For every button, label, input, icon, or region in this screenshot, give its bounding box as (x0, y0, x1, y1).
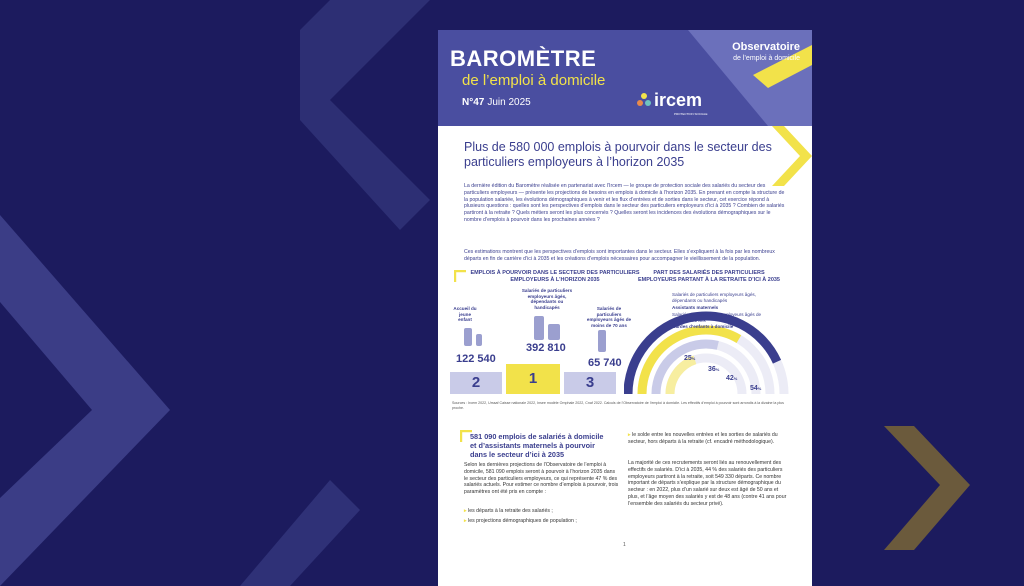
document-page (438, 30, 812, 586)
header-band (438, 30, 812, 126)
percent-ages (750, 385, 761, 392)
percent-assistants-value: 42 (726, 375, 734, 382)
left-chart-title: EMPLOIS À POURVOIR DANS LE SECTEUR DES PARTICULIERS EMPLOYEURS À L’HORIZON 2035 (470, 270, 640, 283)
section-title: 581 090 emplois de salariés à domicile et d’assistants maternels à pourvoir dans le secteur d’ici à 2035 (470, 432, 604, 459)
percent-moins70 (708, 366, 719, 373)
issue-info (462, 97, 531, 108)
intro-paragraph-2: Ces estimations montrent que les perspectives d’emplois sont importantes dans le secteur. Elles s’expliquent à la fois par les nombreux départs en fin de carrière d’ici à 2035 et les créations d’emplois nécessaires pour accompagner le vieillissement de la population. (464, 249, 775, 262)
legend-label-1: Salariés de particuliers employeurs âgés, dépendants ou handicapés (672, 292, 757, 303)
percent-gardes-unit: % (691, 356, 696, 361)
left-chart-label-2: Salariés de particuliers employeurs âgés, dépendants ou handicapés (521, 288, 573, 310)
bullet-item-1: ▸ les départs à la retraite des salariés ; (464, 508, 553, 514)
percent-ages-value: 54 (750, 385, 758, 392)
percent-gardes (684, 355, 695, 362)
percent-ages-unit: % (757, 386, 762, 391)
ircem-icon (636, 92, 652, 108)
corner-mark-left (454, 270, 466, 282)
bullet-item-3-text: le solde entre les nouvelles entrées et les sorties de salariés du secteur, hors départs à la retraite (cf. encadré méthodologique). (628, 432, 778, 445)
left-chart-value-3: 65 740 (588, 357, 622, 369)
issue-date: Juin 2025 (487, 97, 531, 108)
illustration-wheelchair-icon (548, 324, 560, 340)
lower-right-paragraph: La majorité de ces recrutements seront liés au renouvellement des effectifs de salariés. D’ici à 2035, 44 % des salariés des particuliers employeurs partiront à la retraite, soit 549 330 départs. Ce nombre important de départs s’explique par la structure démographique du secteur : en 2022, plus d’un salarié sur deux est âgé de 50 ans et plus, et l’âge moyen des salariés y est de 48 ans (contre 41 ans pour l’ensemble des salariés du secteur privé). (628, 460, 787, 507)
left-chart-value-2: 392 810 (526, 342, 566, 354)
bullet-item-1-text: les départs à la retraite des salariés ; (468, 508, 553, 514)
legend-label-2: Assistants maternels (672, 305, 719, 310)
brand-title: BAROMÈTRE (450, 46, 597, 71)
bullet-item-2-text: les projections démographiques de population ; (468, 518, 577, 524)
brand-subtitle: de l’emploi à domicile (462, 72, 606, 89)
intro-paragraph-1: La dernière édition du Baromètre réalisée en partenariat avec l’Ircem — le groupe de protection sociale des salariés du secteur des particuliers employeurs — présente les projections de besoins en emplois à domicile à l’horizon 2035. En prenant en compte la structure de la population salariée, les évolutions démographiques à venir et les flux d’entrées et de sorties dans le secteur, cet exercice répond à plusieurs questions : quelles sont les perspectives d’emplois dans le secteur des particuliers employeurs d’ici à 2035 ? Combien de salariés partiront à la retraite ? Quels métiers seront les plus concernés ? Quelles seront les incidences des évolutions démographiques sur le nombre d’emplois à pourvoir dans les prochaines années ? (464, 183, 785, 223)
lower-left-paragraph: Selon les dernières projections de l’Observatoire de l’emploi à domicile, 581 090 emplois seront à pourvoir à l’horizon 2035 dans le secteur des particuliers employeurs, ce qui représente 47 % des salariés actuels. Pour estimer ce nombre d’emplois à pourvoir, trois paramètres ont été pris en compte : (464, 462, 619, 496)
illustration-elder-icon (534, 316, 544, 340)
left-chart-label-1: Accueil du jeune enfant (453, 306, 477, 323)
issue-number: N°47 (462, 97, 485, 108)
page-title: Plus de 580 000 emplois à pourvoir dans le secteur des particuliers employeurs à l’horizon 2035 (464, 140, 772, 169)
observatoire-logo: Observatoire (732, 41, 800, 53)
left-chart-rank-2: 2 (450, 372, 502, 394)
left-chart-value-1: 122 540 (456, 353, 496, 365)
legend-label-3: Salariés de particuliers employeurs âgés de moins de 70 ans (672, 312, 762, 323)
percent-gardes-value: 25 (684, 355, 692, 362)
percent-moins70-value: 36 (708, 366, 716, 373)
observatoire-subtitle: de l’emploi à domicile (733, 55, 800, 62)
arc-gardes-enfants (670, 360, 695, 394)
percent-assistants-unit: % (733, 376, 738, 381)
illustration-child-icon (464, 328, 472, 346)
illustration-child-icon-2 (476, 334, 482, 346)
page-number: 1 (623, 542, 626, 548)
left-chart-rank-3: 3 (564, 372, 616, 394)
percent-assistants (726, 375, 737, 382)
right-chart-title: PART DES SALARIÉS DES PARTICULIERS EMPLOYEURS PARTANT À LA RETRAITE D’ICI À 2035 (638, 270, 780, 283)
bullet-item-2: ▸ les projections démographiques de population ; (464, 518, 577, 524)
bullet-item-3: ▸ le solde entre les nouvelles entrées et les sorties de salariés du secteur, hors départs à la retraite (cf. encadré méthodologique). (628, 432, 778, 445)
left-chart-label-3: Salariés de particuliers employeurs âgés de moins de 70 ans (586, 306, 632, 328)
left-chart-rank-1: 1 (506, 364, 560, 394)
ircem-logo: ircem (654, 90, 703, 110)
legend-label-4: Gardes d’enfants à domicile (672, 324, 734, 329)
illustration-adult-icon (598, 330, 606, 352)
sources-note: Sources : Ircem 2022, Urssaf Caisse nationale 2022, Insee modèle Omphale 2022, Cnaf 2022. Calculs de l’Observatoire de l’emploi à domicile. Les effectifs d’emploi à pourvoir sont arrondis à la dizaine la plus proche. (452, 401, 784, 410)
ircem-tagline: PROTECTION SOCIALE (674, 112, 708, 116)
percent-moins70-unit: % (715, 367, 720, 372)
